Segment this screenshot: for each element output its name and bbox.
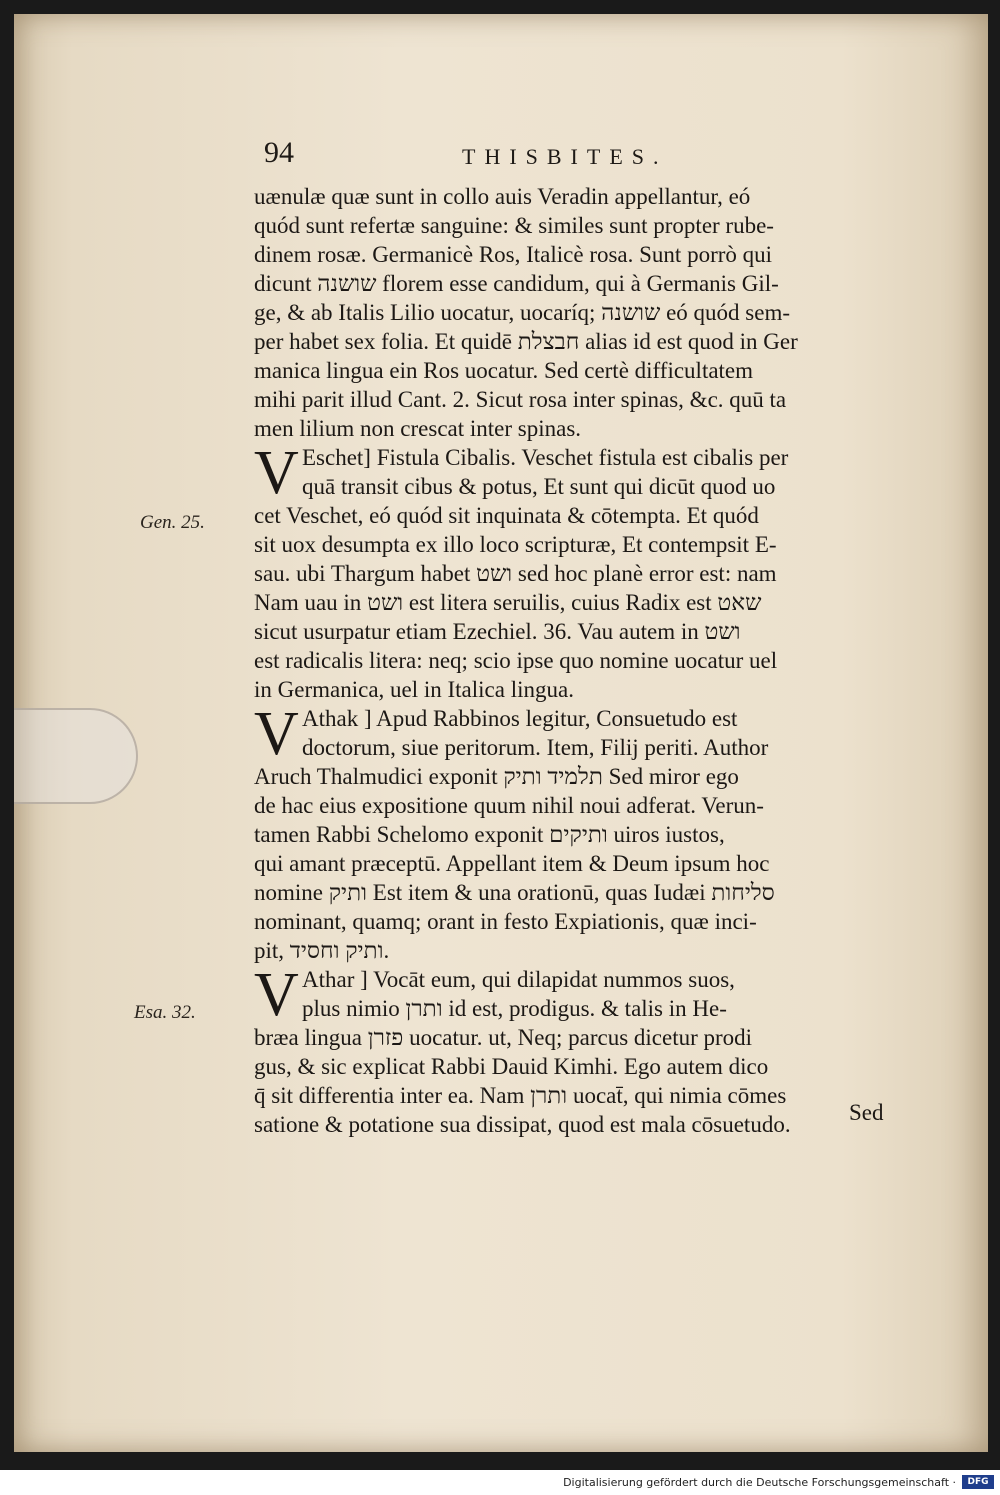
text-line: per habet sex folia. Et quidē חבצלת alias id est quod in Ger: [254, 329, 798, 354]
drop-cap: V: [254, 439, 299, 507]
text-line: uænulæ quæ sunt in collo auis Veradin appellantur, eó: [254, 184, 751, 209]
text-line: gus, & sic explicat Rabbi Dauid Kimhi. Ego autem dico: [254, 1054, 769, 1079]
text-line: quā transit cibus & potus, Et sunt qui dicūt quod uo: [302, 474, 776, 499]
text-line: satione & potatione sua dissipat, quod est mala cōsuetudo.: [254, 1112, 791, 1137]
dfg-logo-icon: DFG: [962, 1475, 994, 1489]
text-line: men lilium non crescat inter spinas.: [254, 416, 582, 441]
text-line: manica lingua ein Ros uocatur. Sed certè difficultatem: [254, 358, 754, 383]
text-line: mihi parit illud Cant. 2. Sicut rosa inter spinas, &c. quū ta: [254, 387, 787, 412]
digitization-credit: Digitalisierung gefördert durch die Deutsche Forschungsgemeinschaft ·: [563, 1476, 956, 1489]
text-line: quód sunt refertæ sanguine: & similes sunt propter rube-: [254, 213, 774, 238]
drop-cap: V: [254, 961, 299, 1029]
footer-bar: [0, 1470, 1000, 1495]
text-line: tamen Rabbi Schelomo exponit ותיקים uiros iustos,: [254, 822, 725, 847]
page-clip: [14, 708, 138, 804]
paragraph-veschet: [254, 439, 904, 704]
text-line: sau. ubi Thargum habet ושט sed hoc planè error est: nam: [254, 561, 777, 586]
text-line: sicut usurpatur etiam Ezechiel. 36. Vau autem in ושט: [254, 619, 741, 644]
margin-note-esaias: Esa. 32.: [134, 1002, 196, 1023]
text-line: Eschet] Fistula Cibalis. Veschet fistula est cibalis per: [302, 445, 789, 470]
text-line: Aruch Thalmudici exponit תלמיד ותיק Sed miror ego: [254, 764, 739, 789]
text-line: doctorum, siue peritorum. Item, Filij periti. Author: [302, 735, 769, 760]
catchword: Sed: [849, 1100, 884, 1125]
paragraph-vathar: [254, 961, 904, 1139]
paragraph-vathak: [254, 700, 904, 965]
text-line: sit uox desumpta ex illo loco scripturæ, Et contempsit E-: [254, 532, 777, 557]
text-line: nomine ותיק Est item & una orationū, quas Iudæi סליחות: [254, 880, 775, 905]
text-line: plus nimio ותרן id est, prodigus. & talis in He-: [302, 996, 727, 1021]
margin-note-genesis: Gen. 25.: [140, 512, 205, 533]
text-line: Nam uau in ושט est litera seruilis, cuius Radix est שאט: [254, 590, 762, 615]
text-line: dinem rosæ. Germanicè Ros, Italicè rosa. Sunt porrò qui: [254, 242, 773, 267]
body-text: [254, 182, 904, 1139]
text-line: nominant, quamq; orant in festo Expiationis, quæ inci-: [254, 909, 757, 934]
text-line: in Germanica, uel in Italica lingua.: [254, 677, 574, 702]
text-line: de hac eius expositione quum nihil noui adferat. Verun-: [254, 793, 764, 818]
book-page: [14, 14, 988, 1452]
drop-cap: V: [254, 700, 299, 768]
text-line: qui amant præceptū. Appellant item & Deum ipsum hoc: [254, 851, 770, 876]
text-line: cet Veschet, eó quód sit inquinata & cōtempta. Et quód: [254, 503, 759, 528]
text-line: pit, ותיק וחסיד.: [254, 938, 390, 963]
text-line: dicunt שושנה florem esse candidum, qui à Germanis Gil-: [254, 271, 779, 296]
text-line: Athak ] Apud Rabbinos legitur, Consuetudo est: [302, 706, 738, 731]
running-head: THISBITES.: [462, 144, 668, 169]
text-line: Athar ] Vocāt eum, qui dilapidat nummos suos,: [302, 967, 735, 992]
text-line: q̄ sit differentia inter ea. Nam ותרן uocat̄, qui nimia cōmes: [254, 1083, 787, 1108]
text-line: ge, & ab Italis Lilio uocatur, uocaríq; שושנה eó quód sem-: [254, 300, 791, 325]
page-header: [252, 136, 902, 176]
text-line: est radicalis litera: neq; scio ipse quo nomine uocatur uel: [254, 648, 778, 673]
page-number: 94: [264, 136, 294, 169]
text-line: bræa lingua פזרן uocatur. ut, Neq; parcus dicetur prodi: [254, 1025, 753, 1050]
paragraph-rosa: [254, 182, 904, 443]
